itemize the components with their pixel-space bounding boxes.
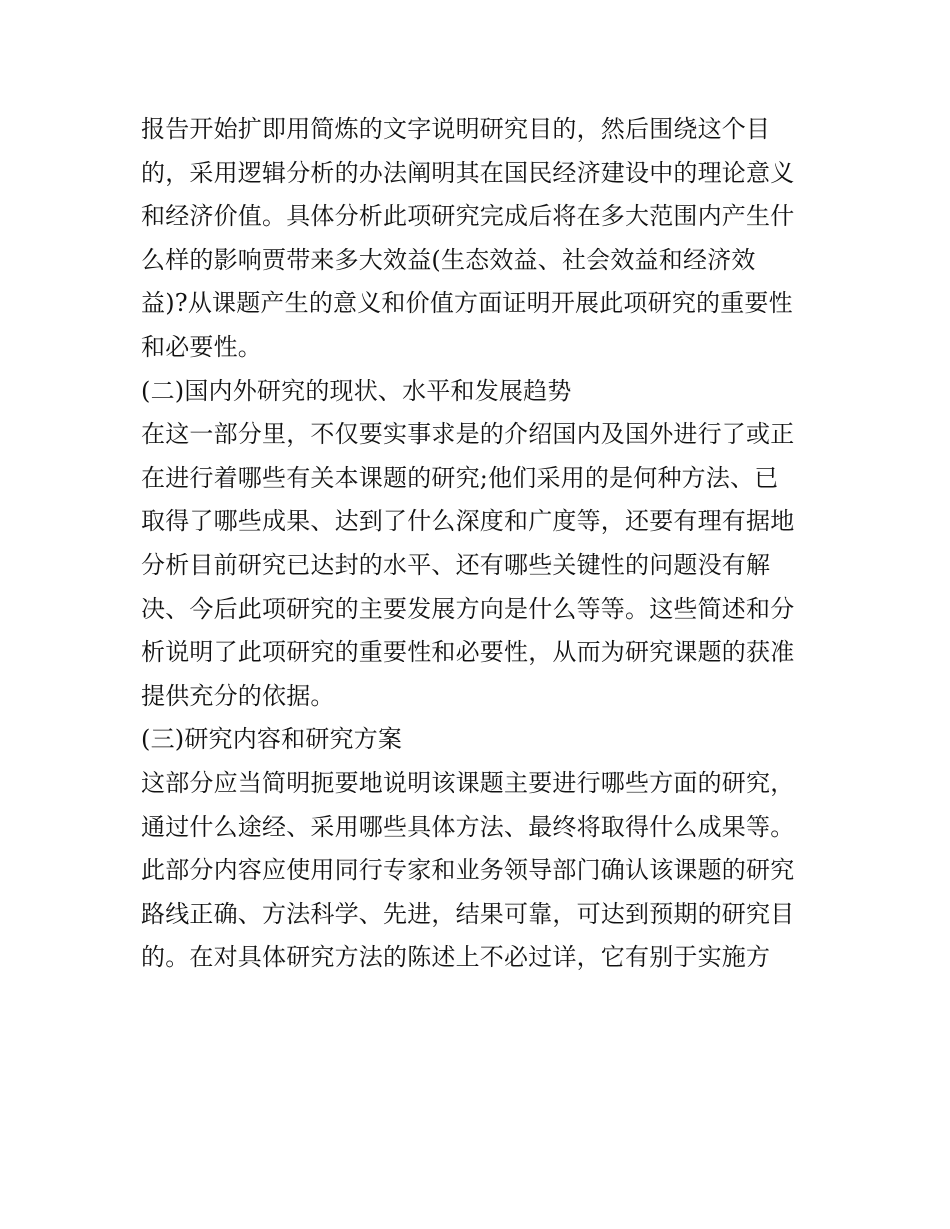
paragraph-line: 此部分内容应使用同行专家和业务领导部门确认该课题的研究 [141, 856, 795, 885]
paragraph-line: 提供充分的依据。 [141, 681, 335, 710]
section-heading-3: (三)研究内容和研究方案 [141, 725, 403, 754]
paragraph-line: 决、今后此项研究的主要发展方向是什么等等。这些简述和分 [141, 594, 795, 623]
paragraph-line: 这部分应当简明扼要地说明该课题主要进行哪些方面的研究， [141, 768, 795, 797]
paragraph-line: 么样的影响贾带来多大效益(生态效益、社会效益和经济效 [141, 245, 756, 274]
paragraph-line: 在这一部分里，不仅要实事求是的介绍国内及国外进行了或正 [141, 420, 795, 449]
paragraph-line: 和必要性。 [141, 332, 262, 361]
paragraph-line: 取得了哪些成果、达到了什么深度和广度等，还要有理有据地 [141, 507, 795, 536]
paragraph-line: 和经济价值。具体分析此项研究完成后将在多大范围内产生什 [141, 202, 795, 231]
paragraph-line: 的。在对具体研究方法的陈述上不必过详，它有别于实施方 [141, 943, 771, 972]
section-heading-2: (二)国内外研究的现状、水平和发展趋势 [141, 376, 572, 405]
paragraph-line: 分析目前研究已达封的水平、还有哪些关键性的问题没有解 [141, 550, 771, 579]
paragraph-line: 析说明了此项研究的重要性和必要性，从而为研究课题的获准 [141, 638, 795, 667]
document-body [141, 108, 821, 980]
paragraph-line: 通过什么途经、采用哪些具体方法、最终将取得什么成果等。 [141, 812, 795, 841]
paragraph-line: 报告开始扩即用简炼的文字说明研究目的，然后围绕这个目 [141, 115, 771, 143]
paragraph-line: 在进行着哪些有关本课题的研究;他们采用的是何种方法、已 [141, 463, 779, 492]
paragraph-line: 的，采用逻辑分析的办法阐明其在国民经济建设中的理论意义 [141, 158, 795, 187]
paragraph-line: 益)?从课题产生的意义和价值方面证明开展此项研究的重要性 [141, 289, 793, 318]
paragraph-line: 路线正确、方法科学、先进，结果可靠，可达到预期的研究目 [141, 899, 795, 928]
